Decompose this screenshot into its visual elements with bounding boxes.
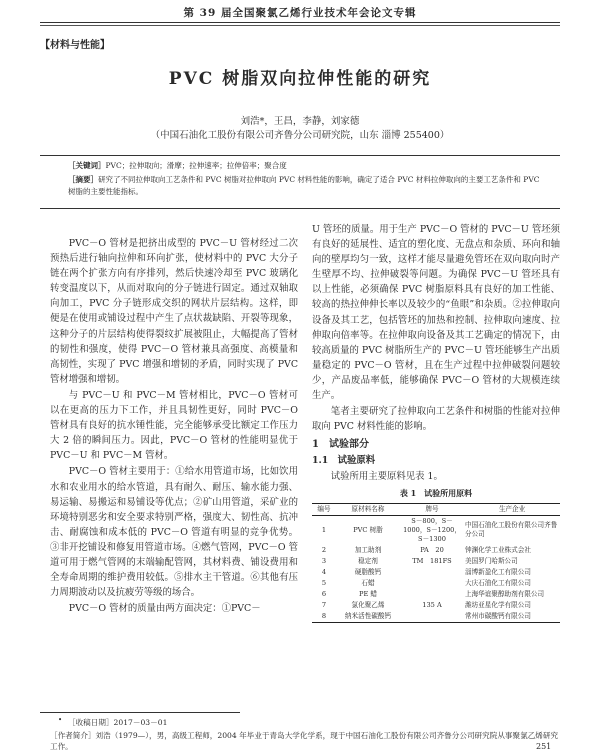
abstract-rule-bottom	[40, 208, 560, 209]
table-cell: 加工助剂	[354, 545, 382, 554]
body-paragraph: 与 PVC－U 和 PVC－M 管材相比，PVC－O 管材可以在更高的压力下工作，并且具韧性更好，同时 PVC－O 管材具有良好的抗水锤性能，完全能够承受比额定工作压力大 2 倍的瞬间压力。因此，PVC－O 管材的性能明显优于 PVC－U 和 PVC－M 管材。	[50, 389, 298, 462]
table-row	[312, 515, 560, 545]
table-row	[312, 589, 560, 600]
subsection-heading: 1.1 试验原料	[312, 455, 376, 467]
table-cell	[400, 589, 464, 600]
table-cell: PA 20	[420, 545, 444, 554]
table-cell: 上海华谊聚醇助剂有限公司	[465, 589, 545, 598]
keywords-text: PVC；拉伸取向；滑摩；拉伸速率；拉伸倍率；聚合度	[105, 161, 287, 170]
table-cell: 5	[321, 578, 327, 587]
table-row	[312, 556, 560, 567]
abstract-text: 研究了不同拉伸取向工艺条件和 PVC 树脂对拉伸取向 PVC 材料性能的影响，确定了适合 PVC 材料拉伸取向的主要工艺条件和 PVC 树脂的主要性能指标。	[68, 175, 540, 196]
abstract-rule-top	[40, 155, 560, 156]
table-cell: 6	[321, 589, 327, 598]
table-cell: 美国罗门哈斯公司	[465, 556, 518, 565]
body-paragraph: 试验所用主要原料见表 1。	[330, 470, 443, 482]
table-header-cell: 牌号	[400, 503, 464, 515]
table-cell: 4	[321, 567, 327, 576]
table-cell: 1	[321, 525, 327, 534]
body-paragraph: 笔者主要研究了拉伸取向工艺条件和树脂的性能对拉伸取向 PVC 材料性能的影响。	[312, 406, 560, 433]
table-row	[312, 545, 560, 556]
table-cell: 135 A	[422, 600, 442, 609]
table-header-cell: 编号	[312, 503, 336, 515]
table-header-cell: 生产企业	[464, 503, 560, 515]
table-header-cell: 原材料名称	[336, 503, 400, 515]
table-row	[312, 578, 560, 589]
table-cell: 石蜡	[361, 578, 375, 587]
table-cell: 氯化聚乙烯	[351, 600, 385, 609]
materials-table	[312, 503, 560, 623]
right-column	[312, 222, 560, 623]
table-cell: S－800，S－1000，S－1200，S－1300	[403, 516, 461, 543]
header-rule-thin	[40, 25, 560, 26]
table-cell	[400, 567, 464, 578]
table-cell: PVC 树脂	[353, 525, 383, 534]
table-caption: 表 1 试验所用原料	[399, 487, 473, 498]
table-cell: TM 181FS	[412, 556, 452, 565]
section-heading: 1 试验部分	[312, 439, 369, 451]
table-cell: 潍坊亚星化学有限公司	[465, 600, 531, 609]
table-row	[312, 600, 560, 611]
table-cell: 常州市碳酸钙有限公司	[465, 611, 531, 620]
received-date: ［收稿日期］2017－03－01	[68, 718, 168, 727]
abstract-block	[68, 174, 548, 198]
body-paragraph: PVC－O 管材的质量由两方面决定：①PVC－	[68, 603, 261, 615]
left-column	[50, 236, 298, 616]
table-cell: 8	[321, 611, 327, 620]
keywords-label: ［关键词］	[68, 161, 106, 170]
body-paragraph: U 管坯的质量。用于生产 PVC－O 管材的 PVC－U 管坯须有良好的延展性、适宜的塑化度、无盘点和杂质、环向和轴向的壁厚均匀一致，这样才能尽量避免管坯在双向取向时产生壁厚不均、拉伸破裂等问题。为确保 PVC－U 管坯具有以上性能，必须确保 PVC 树脂原料具有良好的加工性能、较高的热拉伸伸长率以及较少的“鱼眼”和杂质。②拉伸取向设备及其工艺，包括管坯的加热和控制、拉伸取向速度、拉伸取向倍率等。在拉伸取向设备及其工艺确定的情况下，由较高质量的 PVC 树脂所生产的 PVC－U 管坯能够生产出质量稳定的 PVC－O 管材，且在生产过程中拉伸破裂问题较少，产品废品率低，能够确保 PVC－O 管材的大规模连续生产。	[312, 224, 560, 402]
abstract-label: ［摘要］	[68, 175, 98, 184]
table-row	[312, 611, 560, 623]
table-cell: 中国石油化工股份有限公司齐鲁分公司	[465, 521, 558, 539]
body-paragraph: PVC－O 管材主要用于：①给水用管道市场，比如饮用水和农业用水的给水管道，具有耐久、耐压、输水能力强、易运输、易搬运和易铺设等优点；②矿山用管道，采矿业的环境特别恶劣和安全要求特别严格，强度大、韧性高、抗冲击、耐腐蚀和成本低的 PVC－O 管道有明显的竞争优势。③非开挖铺设和修复用管道市场。④燃气管网，PVC－O 管道可用于燃气管网的末端输配管网，其材料费、铺设费用和全寿命周期的维护费用较低。⑤排水主干管道。⑥其他有压力周期波动以及抗疲劳等级的场合。	[50, 466, 298, 599]
table-cell: 2	[321, 545, 327, 554]
table-cell: 大庆石油化工有限公司	[465, 578, 531, 587]
keywords-block	[68, 160, 548, 172]
table-cell: 7	[321, 600, 327, 609]
table-cell: 3	[321, 556, 327, 565]
journal-header: 第 39 届全国聚氯乙烯行业技术年会论文专辑	[183, 7, 417, 19]
author-bio: ［作者简介］刘浩（1979—），男，高级工程师，2004 年毕业于青岛大学化学系，现于中国石油化工股份有限公司齐鲁分公司研究院从事聚氯乙烯研究工作。	[50, 731, 559, 751]
table-header-row	[312, 503, 560, 515]
table-cell	[400, 611, 464, 623]
table-cell: 钟渊化学工业株式会社	[465, 545, 531, 554]
table-cell	[400, 578, 464, 589]
table-cell: 硬脂酸钙	[354, 567, 382, 576]
body-paragraph: PVC－O 管材是把挤出成型的 PVC－U 管材经过二次预热后进行轴向拉伸和环向扩张，使材料中的 PVC 大分子链在两个扩张方向有序排列，然后快速冷却至 PVC 玻璃化转变温度以下，从而对取向的分子链进行固定。通过双轴取向加工，PVC 分子链形成交织的网状片层结构。这样，即便是在使用或铺设过程中产生了点状裁缺陷、开裂等现象，这种分子的片层结构使得裂纹扩展被阻止，大幅提高了管材的韧性和强度，使得 PVC－O 管材兼具高强度、高模量和高韧性，实现了 PVC 增强和增韧的矛盾，同时实现了 PVC 管材增强和增韧。	[50, 238, 298, 385]
table-cell: 纳米活性碳酸钙	[344, 611, 392, 620]
affiliation: （中国石油化工股份有限公司齐鲁分公司研究院，山东 淄博 255400）	[150, 130, 450, 141]
table-cell: PE 蜡	[359, 589, 377, 598]
table-cell: 稳定剂	[358, 556, 378, 565]
table-row	[312, 567, 560, 578]
header-rule	[40, 22, 560, 23]
footnote-bullet: •	[58, 716, 63, 724]
table-cell: 淄博新盈化工有限公司	[465, 567, 531, 576]
section-tag: 【材料与性能】	[40, 40, 110, 51]
footnote-rule	[40, 712, 240, 713]
authors: 刘浩*，王昌，李静，刘家德	[240, 116, 360, 127]
paper-title: PVC 树脂双向拉伸性能的研究	[168, 69, 432, 89]
page-number: 251	[536, 742, 552, 751]
